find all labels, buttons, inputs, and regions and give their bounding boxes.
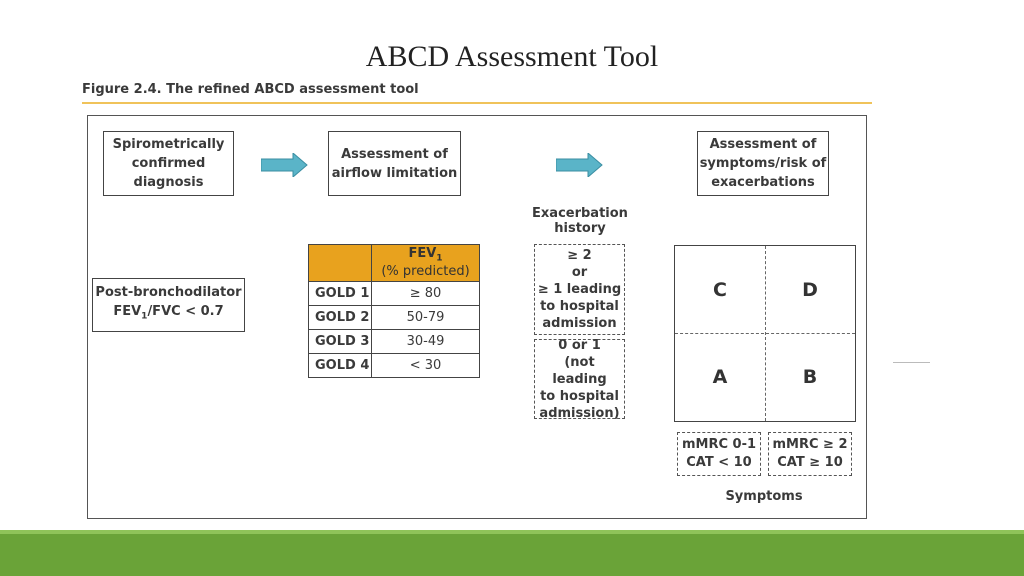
group-c: C bbox=[713, 279, 727, 301]
group-d: D bbox=[802, 279, 818, 301]
table-row: GOLD 1 ≥ 80 bbox=[309, 282, 480, 306]
divider bbox=[893, 362, 930, 363]
group-b: B bbox=[802, 366, 818, 388]
abcd-grid bbox=[674, 245, 856, 422]
footer-accent-line bbox=[0, 530, 1024, 534]
post-bd-line2: $FEV_1$/FVC < 0.7 bbox=[113, 304, 224, 322]
group-a: A bbox=[712, 366, 728, 388]
right-arrow-icon bbox=[261, 153, 309, 177]
airflow-box: Assessment of airflow limitation bbox=[328, 131, 461, 196]
symptoms-label: Symptoms bbox=[725, 489, 803, 504]
symptoms-risk-box: Assessment of symptoms/risk of exacerbations bbox=[697, 131, 829, 196]
exacerbation-high-box: ≥ 2 or ≥ 1 leading to hospital admission bbox=[534, 244, 625, 335]
table-row: GOLD 2 50-79 bbox=[309, 306, 480, 330]
exacerbation-label: Exacerbation history bbox=[532, 206, 628, 236]
symptoms-low-box: mMRC 0-1 CAT < 10 bbox=[677, 432, 761, 476]
fev-header: $FEV_1$ (% predicted) bbox=[372, 245, 480, 282]
table-row: GOLD 4 < 30 bbox=[309, 354, 480, 378]
spirometry-box: Spirometrically confirmed diagnosis bbox=[103, 131, 234, 196]
symptoms-high-box: mMRC ≥ 2 CAT ≥ 10 bbox=[768, 432, 852, 476]
right-arrow-icon bbox=[556, 153, 604, 177]
post-bd-line1: Post-bronchodilator bbox=[95, 285, 242, 301]
footer-bar bbox=[0, 530, 1024, 576]
slide-title: ABCD Assessment Tool bbox=[365, 40, 659, 73]
exacerbation-low-box: 0 or 1 (not leading to hospital admission) bbox=[534, 339, 625, 419]
caption-rule bbox=[82, 102, 872, 104]
table-row: GOLD 3 30-49 bbox=[309, 330, 480, 354]
fev-table bbox=[308, 244, 480, 378]
post-bronchodilator-box bbox=[92, 278, 245, 332]
figure-caption: Figure 2.4. The refined ABCD assessment tool bbox=[82, 82, 419, 97]
